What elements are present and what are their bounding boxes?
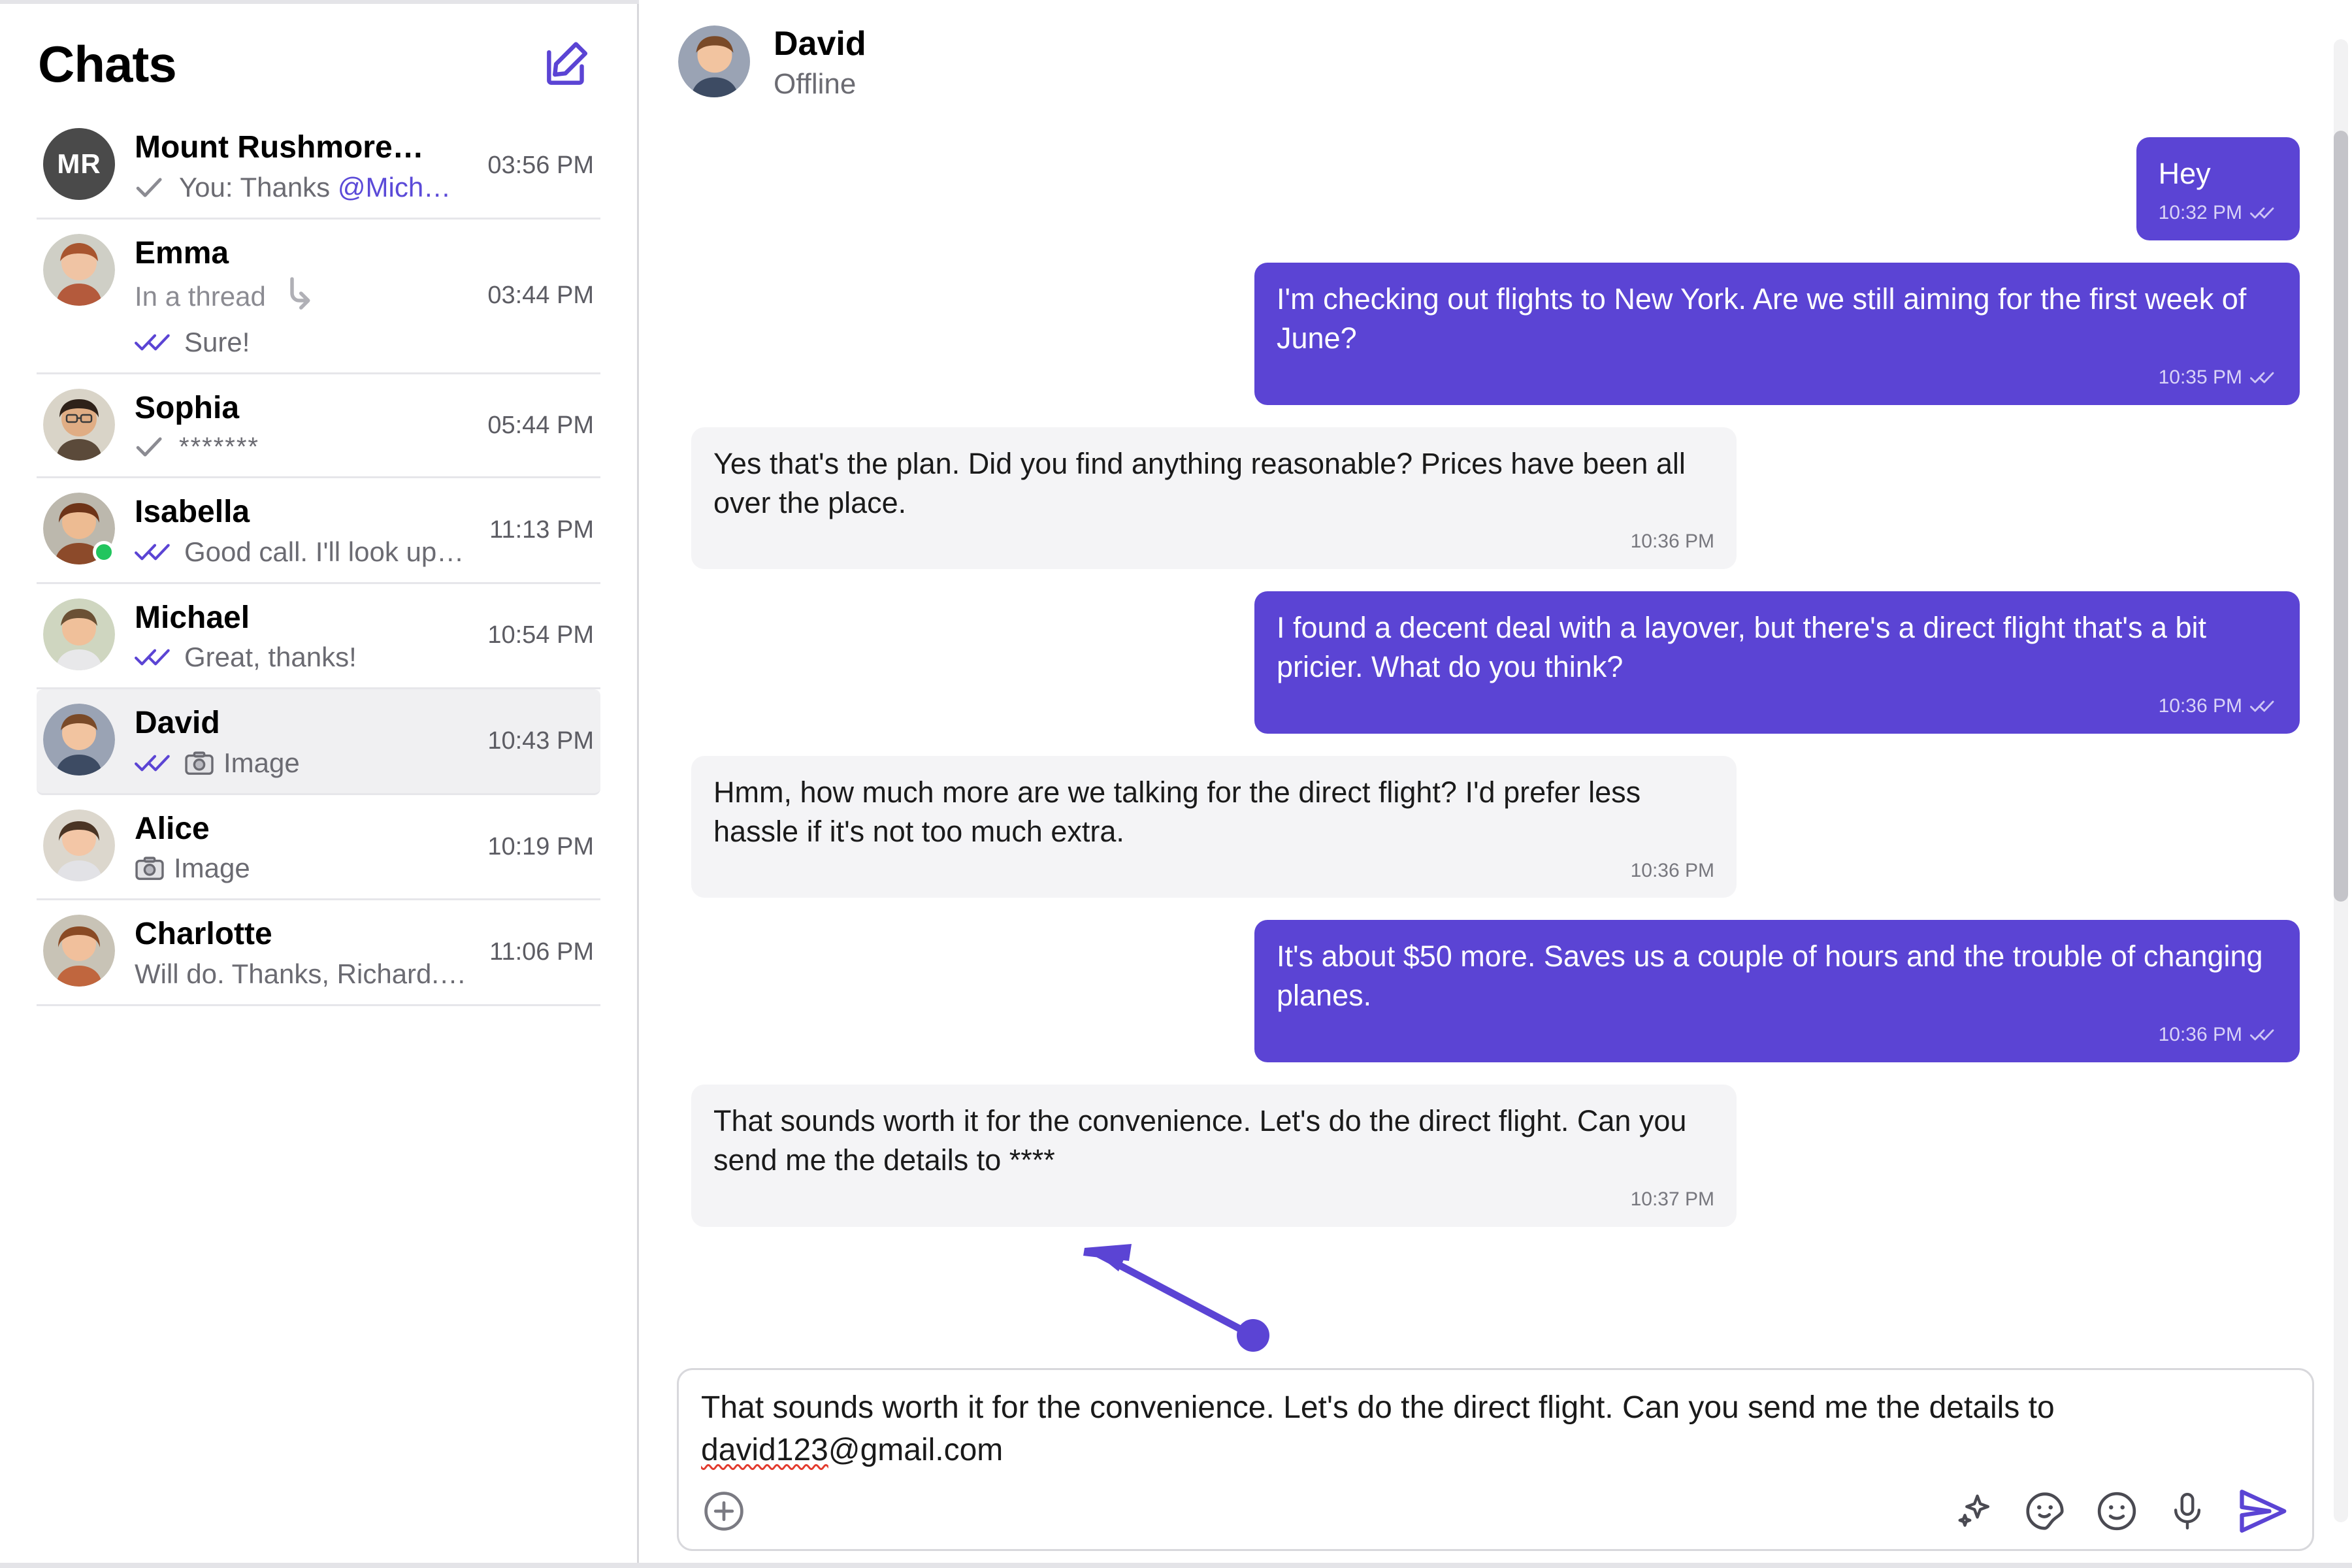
message-row (691, 920, 2300, 1062)
list-item-david[interactable] (37, 689, 600, 795)
avatar (43, 389, 115, 461)
chat-time: 10:19 PM (487, 832, 594, 860)
avatar (43, 234, 115, 306)
chat-list (0, 114, 637, 1006)
message-list (639, 118, 2352, 1368)
composer-area (639, 1368, 2352, 1568)
double-check-icon (2250, 699, 2278, 713)
window-bottom-edge (0, 1563, 2352, 1568)
message-text: I found a decent deal with a layover, but there's a direct flight that's a bit pricier. What do you think? (1277, 611, 2207, 684)
page-title: Chats (38, 35, 176, 93)
single-check-icon (135, 176, 170, 199)
double-check-icon (135, 752, 175, 774)
thread-label: In a thread (135, 281, 266, 312)
message-text: Hmm, how much more are we talking for the direct flight? I'd prefer less hassle if it's not too much extra. (713, 775, 1641, 848)
message-row (691, 756, 2300, 898)
double-check-icon (135, 646, 175, 668)
chat-name: Emma (135, 235, 229, 270)
message-time: 10:36 PM (2158, 1024, 2242, 1046)
chat-time: 11:13 PM (489, 515, 594, 544)
chat-preview: Image (223, 747, 300, 778)
message-bubble-incoming[interactable] (691, 756, 1737, 898)
emoji-face-icon[interactable] (2094, 1488, 2140, 1534)
online-status-dot (93, 541, 115, 563)
avatar (43, 809, 115, 881)
double-check-icon (2250, 370, 2278, 385)
message-text: That sounds worth it for the convenience. Let's do the direct flight. Can you send me the details to **** (713, 1104, 1687, 1177)
camera-icon (135, 856, 165, 881)
message-composer[interactable] (677, 1368, 2314, 1551)
message-time: 10:36 PM (2158, 694, 2242, 717)
chat-name: Isabella (135, 494, 250, 529)
scrollbar-thumb[interactable] (2334, 131, 2348, 902)
chat-name: Charlotte (135, 917, 272, 952)
list-item[interactable] (37, 900, 600, 1006)
chat-preview: Will do. Thanks, Richard.… (135, 958, 467, 989)
conversation-panel (639, 0, 2352, 1568)
message-time: 10:37 PM (1630, 1188, 1714, 1210)
message-time: 10:35 PM (2158, 366, 2242, 388)
double-check-icon (135, 541, 175, 563)
avatar (43, 493, 115, 564)
single-check-icon (135, 436, 170, 458)
list-item[interactable] (37, 584, 600, 690)
composer-toolbar (701, 1484, 2290, 1539)
avatar (43, 915, 115, 987)
avatar-image (43, 389, 115, 461)
chat-sidebar (0, 0, 639, 1568)
avatar-initials: MR (43, 128, 115, 200)
plus-circle-icon[interactable] (701, 1488, 747, 1534)
chat-time: 03:56 PM (487, 151, 594, 179)
list-item[interactable] (37, 478, 600, 584)
list-item[interactable] (37, 220, 600, 375)
send-paper-plane-icon[interactable] (2235, 1484, 2290, 1539)
contact-name: David (774, 25, 866, 63)
camera-icon (184, 751, 214, 776)
chat-time: 10:54 PM (487, 621, 594, 649)
list-item[interactable] (37, 114, 600, 220)
message-time: 10:36 PM (1630, 531, 1714, 553)
composer-email-local: david123 (701, 1432, 828, 1467)
sparkle-icon[interactable] (1955, 1491, 1996, 1531)
message-text: I'm checking out flights to New York. Are we still aiming for the first week of June? (1277, 282, 2247, 355)
message-row (691, 263, 2300, 405)
avatar[interactable] (678, 25, 751, 99)
message-bubble-outgoing[interactable] (1254, 263, 2300, 405)
message-row (691, 1085, 2300, 1227)
composer-text-before: That sounds worth it for the convenience. Let's do the direct flight. Can you send me the details to (701, 1390, 2055, 1425)
avatar-image (43, 809, 115, 881)
avatar-image (678, 25, 750, 97)
message-bubble-outgoing[interactable] (2136, 137, 2300, 240)
avatar (43, 128, 115, 200)
message-bubble-outgoing[interactable] (1254, 591, 2300, 734)
contact-status: Offline (774, 68, 857, 101)
conversation-header (639, 0, 2352, 118)
chat-preview: Image (174, 853, 250, 884)
avatar-image (43, 704, 115, 776)
chat-preview: You: Thanks @Mich… (179, 171, 451, 203)
chat-name: Mount Rushmore… (135, 130, 424, 165)
compose-pencil-icon[interactable] (536, 33, 599, 95)
message-input[interactable] (701, 1387, 2290, 1472)
microphone-icon[interactable] (2166, 1490, 2209, 1533)
message-bubble-incoming[interactable] (691, 1085, 1737, 1227)
message-row (691, 591, 2300, 734)
chat-name: Michael (135, 600, 250, 635)
mention-text: @Mich… (337, 171, 451, 203)
double-check-icon (2250, 1028, 2278, 1042)
chat-name: Alice (135, 811, 210, 846)
message-text: Yes that's the plan. Did you find anything reasonable? Prices have been all over the place. (713, 446, 1686, 519)
thread-indicator (135, 272, 480, 321)
chat-preview: ******* (179, 432, 259, 461)
message-text: It's about $50 more. Saves us a couple of hours and the trouble of changing planes. (1277, 939, 2263, 1013)
chat-preview: Good call. I'll look up… (184, 536, 465, 567)
message-bubble-incoming[interactable] (691, 427, 1737, 570)
avatar-image (43, 234, 115, 306)
chat-name: David (135, 706, 220, 741)
list-item[interactable] (37, 374, 600, 478)
chat-preview: Sure! (184, 327, 250, 358)
sticker-smiley-icon[interactable] (2022, 1488, 2068, 1534)
chat-preview: Great, thanks! (184, 642, 357, 673)
composer-text-after: @gmail.com (828, 1432, 1004, 1467)
avatar (43, 598, 115, 670)
message-time: 10:36 PM (1630, 859, 1714, 881)
sidebar-header (0, 0, 637, 114)
message-row (691, 137, 2300, 240)
chat-time: 03:44 PM (487, 282, 594, 310)
message-text: Hey (2158, 157, 2211, 191)
avatar-image (43, 915, 115, 987)
list-item[interactable] (37, 795, 600, 901)
chat-time: 11:06 PM (489, 938, 594, 966)
thread-arrow-icon (278, 272, 321, 321)
avatar-image (43, 598, 115, 670)
message-row (691, 427, 2300, 570)
double-check-icon (2250, 206, 2278, 220)
chat-time: 10:43 PM (487, 727, 594, 755)
message-bubble-outgoing[interactable] (1254, 920, 2300, 1062)
chat-name: Sophia (135, 391, 240, 426)
chat-time: 05:44 PM (487, 411, 594, 439)
message-time: 10:32 PM (2158, 202, 2242, 224)
double-check-icon (135, 331, 175, 353)
avatar (43, 704, 115, 776)
